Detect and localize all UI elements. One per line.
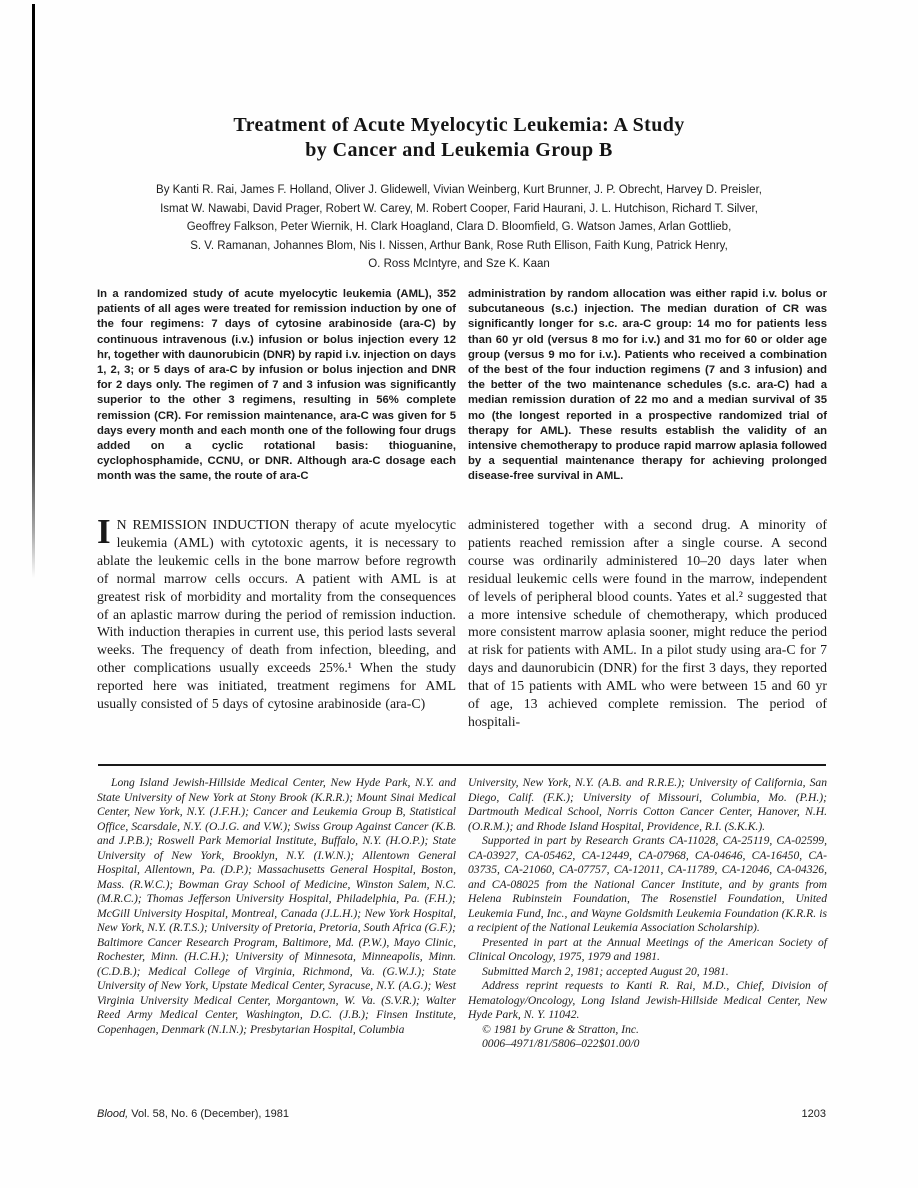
byline-line: O. Ross McIntyre, and Sze K. Kaan xyxy=(368,258,550,271)
journal-citation xyxy=(97,1108,289,1120)
footnote-paragraph-submitted: Submitted March 2, 1981; accepted August 20, 1981. xyxy=(482,964,729,978)
abstract-column-left: In a randomized study of acute myelocytic leukemia (AML), 352 patients of all ages were treated for remission induction by one of the four regimens: 7 days of cytosine arabinoside (ara-C) by continuous intravenous (i.v.) infusion or bolus injection every 12 hr, together with daunorubicin (DNR) by rapid i.v. injection on days 1, 2, 3; or 5 days of ara-C by infusion or bolus injection and DNR for 2 days only. The regimen of 7 and 3 infusion was significantly superior to the other 3 regimens, resulting in 56% complete remission (CR). For remission maintenance, ara-C was given for 5 days every month and each month one of the following four drugs added on a cyclic rotational basis: thioguanine, cyclophosphamide, CCNU, or DNR. Although ara-C dosage each month was the same, the route of ara-C xyxy=(97,288,456,483)
article-title-line-2: by Cancer and Leukemia Group B xyxy=(305,139,613,161)
footnotes-section xyxy=(97,776,827,1052)
byline-line: By Kanti R. Rai, James F. Holland, Oliver J. Glidewell, Vivian Weinberg, Kurt Brunner, J. P. Obrecht, Harvey D. Preisler, xyxy=(156,184,762,196)
scan-margin-line xyxy=(32,4,35,578)
drop-cap: I xyxy=(97,512,111,551)
footnote-paragraph-copyright: © 1981 by Grune & Stratton, Inc. xyxy=(482,1022,639,1036)
body-text-left: N REMISSION INDUCTION therapy of acute myelocytic leukemia (AML) with cytotoxic agents, it is necessary to ablate the leukemic cells in the bone marrow before regrowth of normal marrow cells occurs. A patient with AML is at greatest risk of morbidity and mortality from the consequences of an aplastic marrow during the period of remission induction. With induction therapies in current use, this period lasts several weeks. The frequency of death from infection, bleeding, and other complications usually exceeds 25%.¹ When the study reported here was initiated, treatment regimens for AML usually consisted of 5 days of cytosine arabinoside (ara-C) xyxy=(97,517,456,712)
body-column-right: administered together with a second drug. A minority of patients reached remission after a single course. A second course was ordinarily administered 10–20 days later when residual leukemic cells were found in the marrow, independent of levels of peripheral blood counts. Yates et al.² suggested that a more intensive schedule of chemotherapy, which produced more consistent marrow aplasia sooner, might reduce the period at risk for patients with AML. In a pilot study using ara-C for 7 days and daunorubicin (DNR) for the first 3 days, they reported that of 15 patients with AML who were between 15 and 60 yr of age, 13 achieved complete remission. The period of hospitali- xyxy=(468,517,827,729)
journal-name: Blood, xyxy=(97,1108,129,1120)
footnote-column-left xyxy=(97,776,456,1052)
byline-line: S. V. Ramanan, Johannes Blom, Nis I. Nissen, Arthur Bank, Rose Ruth Ellison, Faith Kung, Patrick Henry, xyxy=(190,239,728,252)
article-title xyxy=(94,113,824,163)
page-number: 1203 xyxy=(801,1108,826,1120)
authors-byline xyxy=(56,181,862,274)
article-title-line-1: Treatment of Acute Myelocytic Leukemia: A Study xyxy=(233,114,685,136)
abstract-column-right: administration by random allocation was either rapid i.v. bolus or subcutaneous (s.c.) injection. The median duration of CR was significantly longer for s.c. ara-C group: 14 mo for patients less than 60 yr old (versus 8 mo for i.v.) and 31 mo for 60 or older age group (versus 9 mo for i.v.). Patients who received a combination of the best of the four induction regimens (7 and 3 infusion) and the better of the two maintenance schedules (s.c. ara-C) had a median remission duration of 22 mo and a median survival of 35 mo (the longest reported in a prospective randomized trial of therapy for AML). These results establish the validity of an intensive chemotherapy to produce rapid marrow aplasia followed by a sequential maintenance therapy for achieving prolonged disease-free survival in AML. xyxy=(468,288,827,483)
footnote-separator-rule xyxy=(98,764,826,766)
abstract-section xyxy=(97,287,827,485)
journal-citation-rest: Vol. 58, No. 6 (December), 1981 xyxy=(128,1108,290,1120)
affiliations-footnote: Long Island Jewish-Hillside Medical Center, New Hyde Park, N.Y. and State University of New York at Stony Brook (K.R.R.); Mount Sinai Medical Center, New York, N.Y. (J.F.H.); Cancer and Leukemia Group B, Statistical Office, Scarsdale, N.Y. (O.J.G. and V.W.); Swiss Group Against Cancer (K.B. and J.P.B.); Roswell Park Memorial Institute, Buffalo, N.Y. (H.O.P.); State University of New York, Brooklyn, N.Y. (I.W.N.); Allentown General Hospital, Allentown, Pa. (D.P.); Massachusetts General Hospital, Boston, Mass. (R.W.C.); Bowman Gray School of Medicine, Winston Salem, N.C. (M.R.C.); Thomas Jefferson University Hospital, Philadelphia, Pa. (F.H.); McGill University Hospital, Montreal, Canada (J.L.H.); New York Hospital, New York, N.Y. (R.T.S.); University of Pretoria, Pretoria, South Africa (G.F.); Baltimore Cancer Research Program, Baltimore, Md. (P.W.), Mayo Clinic, Rochester, Minn. (H.C.H.); University of Minnesota, Minneapolis, Minn. (C.D.B.); Medical College of Virginia, Richmond, Va. (G.W.J.); State University of New York, Upstate Medical Center, Syracuse, N.Y. (A.G.); West Virginia University Medical Center, Morgantown, W. Va. (S.V.R.); Walter Reed Army Medical Center, Washington, D.C. (J.B.); Finsen Institute, Copenhagen, Denmark (N.I.N.); Presbytarian Hospital, Columbia xyxy=(97,776,456,1036)
body-text-section xyxy=(97,512,827,731)
footnote-column-right xyxy=(468,776,827,1052)
footnote-paragraph-presented: Presented in part at the Annual Meetings of the American Society of Clinical Oncology, 1975, 1979 and 1981. xyxy=(468,935,827,963)
footnote-paragraph-grants: Supported in part by Research Grants CA-11028, CA-25119, CA-02599, CA-03927, CA-05462, CA-12449, CA-07968, CA-04646, CA-16450, CA-03735, CA-21060, CA-07757, CA-12011, CA-11789, CA-12046, CA-04326, and CA-08025 from the National Cancer Institute, and by grants from Helena Rubinstein Foundation, The Rosenstiel Foundation, United Leukemia Fund, Inc., and Wayne Goldsmith Leukemia Foundation (K.R.R. is a recipient of the National Leukemia Association Scholarship). xyxy=(468,834,827,934)
footnote-paragraph-issn: 0006–4971/81/5806–022$01.00/0 xyxy=(482,1037,640,1050)
body-column-left xyxy=(97,512,456,731)
byline-line: Geoffrey Falkson, Peter Wiernik, H. Clark Hoagland, Clara D. Bloomfield, G. Watson James, Arlan Gottlieb, xyxy=(186,221,732,234)
footnote-paragraph-reprints: Address reprint requests to Kanti R. Rai, M.D., Chief, Division of Hematology/Oncology, Long Island Jewish-Hillside Medical Center, New Hyde Park, N. Y. 11042. xyxy=(468,979,827,1021)
byline-line: Ismat W. Nawabi, David Prager, Robert W. Carey, M. Robert Cooper, Farid Haurani, J. L. Hutchison, Richard T. Silver, xyxy=(160,202,758,215)
footnote-paragraph-affiliations-cont: University, New York, N.Y. (A.B. and R.R.E.); University of California, San Diego, Calif. (F.K.); University of Missouri, Columbia, Mo. (P.H.); Dartmouth Medical School, Norris Cotton Cancer Center, Hanover, N.H. (O.R.M.); and Rhode Island Hospital, Providence, R.I. (S.K.K.). xyxy=(468,776,827,833)
journal-footer xyxy=(97,1108,826,1120)
